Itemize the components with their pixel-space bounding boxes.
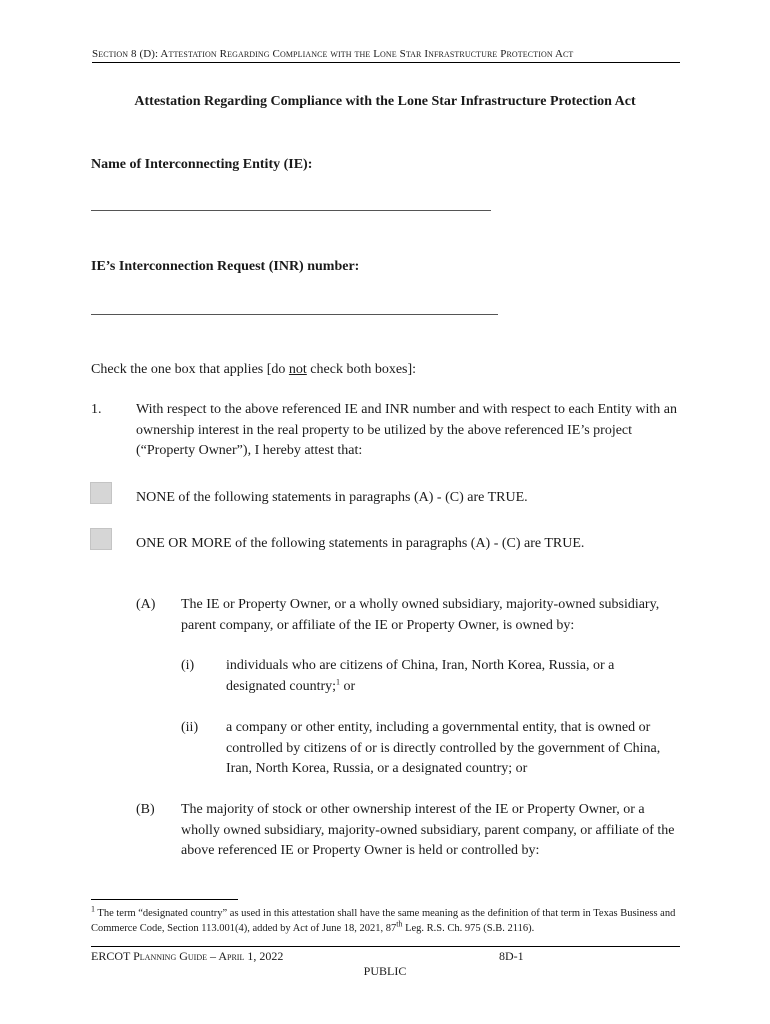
document-title: Attestation Regarding Compliance with the Lone Star Infrastructure Protection Act (134, 94, 636, 109)
footnote-divider (91, 899, 238, 900)
inr-label: IE’s Interconnection Request (INR) number: (91, 259, 360, 274)
paragraph-a-label: (A) (136, 597, 156, 612)
footnote-text-end: Leg. R.S. Ch. 975 (S.B. 2116). (402, 923, 535, 934)
footnote-ref[interactable]: 1 (336, 677, 341, 687)
footnote-number: 1 (91, 904, 95, 914)
section-header: Section 8 (D): Attestation Regarding Compliance with the Lone Star Infrastructure Protection Act (92, 48, 680, 63)
subitem-i-label: (i) (181, 658, 195, 673)
instruction-suffix: check both boxes]: (306, 362, 417, 377)
option-none-label: NONE of the following statements in paragraphs (A) - (C) are TRUE. (136, 490, 528, 505)
item-number: 1. (91, 402, 102, 417)
subitem-i-text-after: or (340, 679, 356, 694)
subitem-ii-text: a company or other entity, including a governmental entity, that is owned or controlled by citizens of or is directly controlled by the government of China, Iran, North Korea, Russia, or a designated country; or (226, 720, 661, 776)
footer-divider (91, 946, 680, 947)
subitem-i-line1: individuals who are citizens of China, Iran, North Korea, Russia, or a (226, 658, 615, 673)
instruction-emphasis: not (288, 362, 307, 377)
paragraph-b-label: (B) (136, 802, 155, 817)
subitem-i-line2 (226, 677, 355, 698)
footer-guide-title: ERCOT Planning Guide – April 1, 2022 (91, 949, 284, 963)
footnote (91, 906, 681, 936)
subitem-ii-label: (ii) (181, 720, 199, 735)
instruction-text (91, 360, 416, 381)
inr-number-field[interactable] (91, 314, 498, 315)
option-one-or-more-checkbox[interactable] (90, 528, 112, 550)
footnote-ordinal-suffix: th (396, 919, 403, 929)
paragraph-b-text: The majority of stock or other ownership interest of the IE or Property Owner, or a wholly owned subsidiary, majority-owned subsidiary, parent company, or affiliate of the above referenced IE or Property Owner is held or controlled by: (181, 802, 675, 858)
option-one-or-more-label: ONE OR MORE of the following statements in paragraphs (A) - (C) are TRUE. (136, 536, 585, 551)
page-number: 8D-1 (499, 949, 524, 963)
classification-label: PUBLIC (363, 964, 407, 978)
subitem-i-text-before: designated country; (226, 679, 337, 694)
footnote-text: The term “designated country” as used in this attestation shall have the same meaning as the definition of that term in Texas Business and Commerce Code, Section 113.001(4), added by Act of June 18, 2021, 87 (91, 908, 676, 934)
paragraph-a-text: The IE or Property Owner, or a wholly owned subsidiary, majority-owned subsidiary, parent company, or affiliate of the IE or Property Owner, is owned by: (181, 597, 660, 633)
instruction-prefix: Check the one box that applies [do (91, 362, 289, 377)
ie-name-field[interactable] (91, 210, 491, 211)
item-1-text: With respect to the above referenced IE and INR number and with respect to each Entity with an ownership interest in the real property to be utilized by the above referenced IE’s project (“Property Owner”), I hereby attest that: (136, 402, 677, 458)
ie-name-label: Name of Interconnecting Entity (IE): (91, 157, 313, 172)
option-none-checkbox[interactable] (90, 482, 112, 504)
